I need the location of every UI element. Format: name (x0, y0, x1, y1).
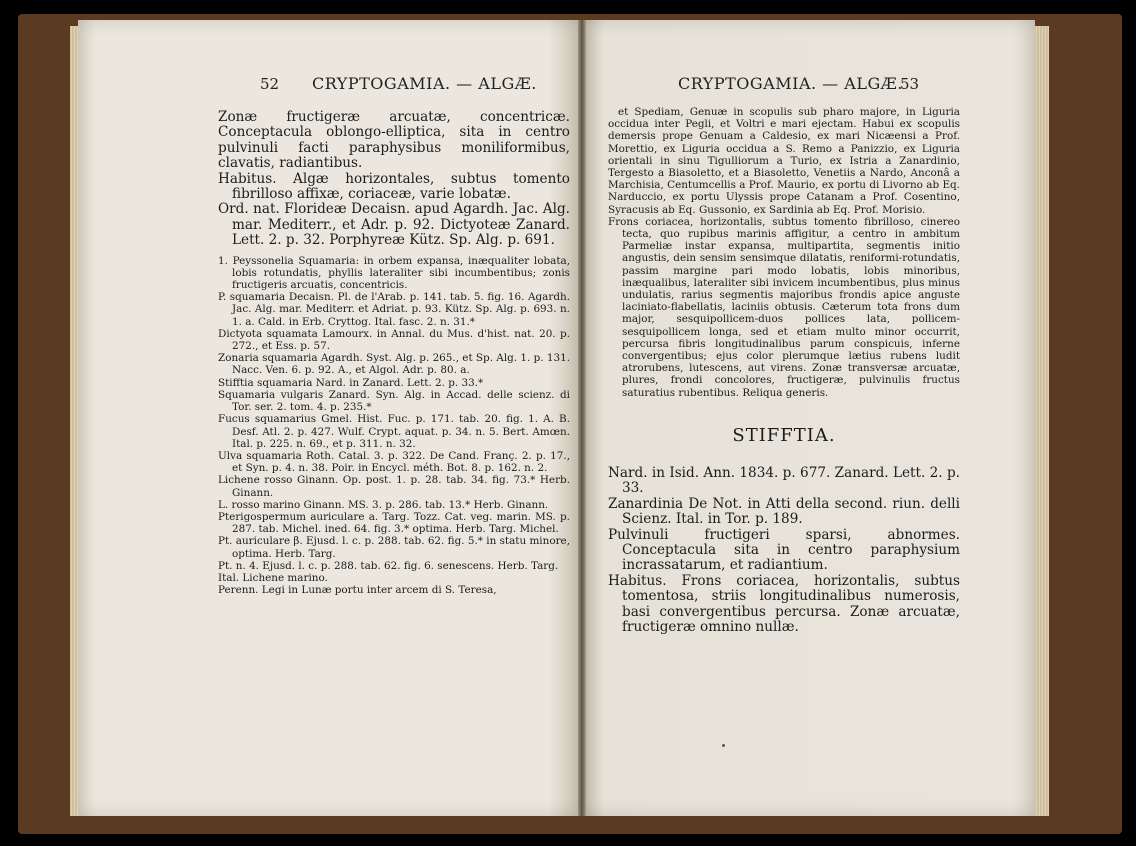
right-page-text (608, 106, 960, 635)
genus-characters: Pulvinuli fructigeri sparsi, abnormes. Conceptacula sita in centro paraphysium incrassatarum, et radiantium. (608, 526, 960, 574)
synonym: P. squamaria Decaisn. Pl. de l'Arab. p. 141. tab. 5. fig. 16. Agardh. Jac. Alg. mar. Mediterr. et Adriat. p. 93. Kütz. Sp. Alg. p. 693. n. 1. a. Cald. in Erb. Cryttog. Ital. fasc. 2. n. 31.* (218, 291, 570, 328)
synonym: Zonaria squamaria Agardh. Syst. Alg. p. 265., et Sp. Alg. 1. p. 131. Nacc. Ven. 6. p. 92. A., et Algol. Adr. p. 80. a. (218, 352, 571, 377)
species-diagnosis: 1. Peyssonelia Squamaria: in orbem expansa, inæqualiter lobata, lobis rotundatis, phyllis lateraliter sibi incumbentibus; zonis fructigeris arcuatis, concentricis. (218, 254, 570, 292)
ordo-naturalis: Ord. nat. Florideæ Decaisn. apud Agardh. Jac. Alg. mar. Mediterr., et Adr. p. 92. Dictyoteæ Zanard. Lett. 2. p. 32. Porphyreæ Kütz. Sp. Alg. p. 691. (218, 201, 570, 249)
page-mark (722, 744, 725, 747)
habitus: Habitus. Algæ horizontales, subtus tomento fibrilloso affixæ, coriaceæ, varie lobatæ. (218, 170, 570, 203)
genus-synonym: Zanardinia De Not. in Atti della second. riun. delli Scienz. Ital. in Tor. p. 189. (608, 495, 960, 528)
synonym: Ulva squamaria Roth. Catal. 3. p. 322. De Cand. Franç. 2. p. 17., et Syn. p. 4. n. 38. Poir. in Encycl. méth. Bot. 8. p. 162. n. 2. (218, 449, 570, 475)
localities: et Spediam, Genuæ in scopulis sub pharo majore, in Liguria occidua inter Pegli, et Voltri e mari ejectam. Habui ex scopulis demersis prope Genuam a Caldesio, ex mari Nicæensi a Prof. Morettio, ex Liguria occidua a S. Remo a Panizzio, ex Liguria orientali in sinu Tigulliorum a Turio, ex Istria a Zanardinio, Tergesto a Biasoletto, et a Biasoletto, Venetiis a Nardo, Anconâ a Marchisia, Centumcellis a Prof. Maurio, ex portu di Livorno ab Eq. Narduccio, ex portu Ulyssis prope Catanam a Prof. Cosentino, Syracusis ab Eq. Gussonio, ex Sardinia ab Eq. Prof. Morisio. (608, 106, 960, 216)
synonym: Fucus squamarius Gmel. Hist. Fuc. p. 171. tab. 20. fig. 1. A. B. Desf. Atl. 2. p. 427. Wulf. Crypt. aquat. p. 34. n. 5. Bert. Amœn. Ital. p. 225. n. 69., et p. 311. n. 32. (218, 413, 570, 450)
genus-heading: STIFFTIA. (732, 424, 836, 446)
genus-habitus: Habitus. Frons coriacea, horizontalis, subtus tomentosa, striis longitudinalibus numerosis, basi convergentibus percursa. Zonæ arcuatæ, fructigeræ omnino nullæ. (608, 572, 960, 635)
synonym: Dictyota squamata Lamourx. in Annal. du Mus. d'hist. nat. 20. p. 272., et Ess. p. 57. (218, 327, 570, 353)
right-page-number: 53 (900, 75, 920, 93)
synonym: Stifftia squamaria Nard. in Zanard. Lett. 2. p. 33.* (218, 376, 484, 389)
synonym: Pt. n. 4. Ejusd. l. c. p. 288. tab. 62. fig. 6. senescens. Herb. Targ. (218, 559, 559, 572)
synonym: Squamaria vulgaris Zanard. Syn. Alg. in Accad. delle scienz. di Tor. ser. 2. tom. 4. p. 235.* (218, 388, 570, 414)
right-running-head: CRYPTOGAMIA. — ALGÆ. (678, 74, 903, 93)
localities-start: Perenn. Legi in Lunæ portu inter arcem di S. Teresa, (218, 584, 497, 597)
synonym: Pt. auriculare β. Ejusd. l. c. p. 288. tab. 62. fig. 5.* in statu minore, optima. Herb. Targ. (218, 535, 570, 560)
species-description: Frons coriacea, horizontalis, subtus tomento fibrilloso, cinereo tecta, quo rupibus marinis affigitur, a centro in ambitum Parmeliæ instar expansa, multipartita, segmentis initio angustis, dein sensim sensimque dilatatis, reniformi-rotundatis, passim margine pari modo lobatis, lobis minoribus, inæqualibus, lateraliter sibi invicem incumbentibus, plus minus undulatis, rarius segmentis majoribus frondis apice anguste laciniato-flabellatis, laciniis obtusis. Cæterum tota frons dum major, sesquipollicem-duos pollices lata, pollicem-sesquipollicem longa, sed et etiam multo minor occurrit, percursa fibris longitudinalibus parum conspicuis, inferne convergentibus; ejus color plerumque lætius rubens ludit atrorubens, lutescens, aut virens. Zonæ transversæ arcuatæ, plures, frondi concolores, fructigeræ, pulvinulis fructus saturatius rubentibus. Reliqua generis. (608, 215, 960, 399)
right-page-edges (1035, 26, 1049, 816)
synonym: Pterigospermum auriculare a. Targ. Tozz. Cat. veg. marin. MS. p. 287. tab. Michel. ined. 64. fig. 3.* optima. Herb. Targ. Michel. (218, 510, 570, 536)
italian-name: Ital. Lichene marino. (218, 571, 328, 584)
synonym: L. rosso marino Ginann. MS. 3. p. 286. tab. 13.* Herb. Ginann. (218, 498, 549, 511)
genus-characters: Zonæ fructigeræ arcuatæ, concentricæ. Conceptacula oblongo-elliptica, sita in centro pulvinuli facti paraphysibus moniliformibus, clavatis, radiantibus. (218, 109, 570, 172)
left-running-head: CRYPTOGAMIA. — ALGÆ. (312, 74, 537, 93)
synonym: Lichene rosso Ginann. Op. post. 1. p. 28. tab. 34. fig. 73.* Herb. Ginann. (218, 474, 570, 499)
left-page-number: 52 (260, 75, 280, 93)
left-page-text (218, 110, 570, 596)
book-gutter (578, 20, 586, 816)
genus-citation: Nard. in Isid. Ann. 1834. p. 677. Zanard. Lett. 2. p. 33. (608, 464, 960, 497)
